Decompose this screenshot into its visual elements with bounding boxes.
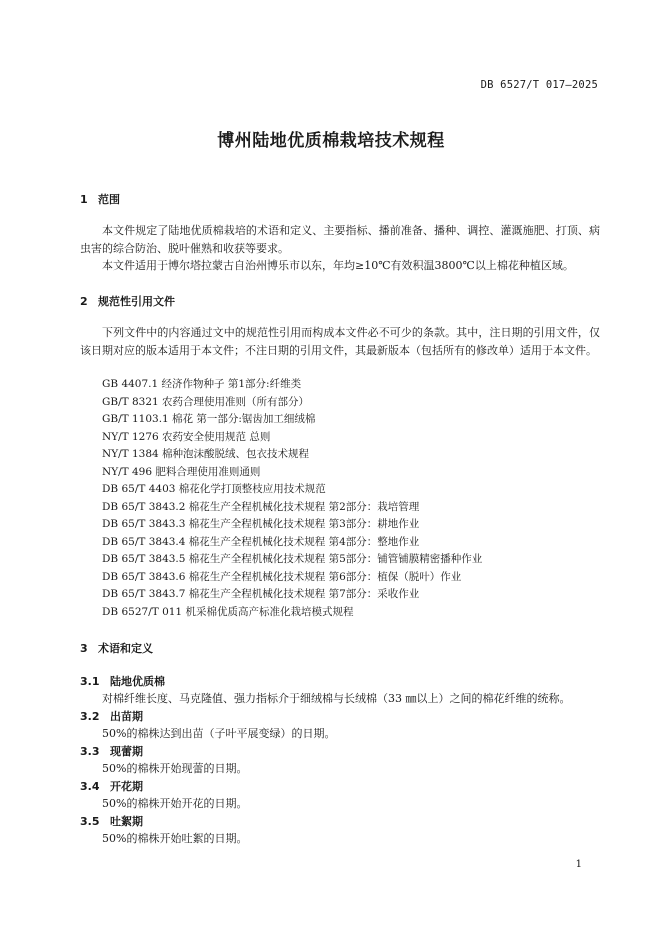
section-2-number: 2: [80, 295, 88, 308]
term-number: 3.1: [80, 675, 100, 688]
reference-item: DB 65/T 3843.7 棉花生产全程机械化技术规程 第7部分：采收作业: [102, 588, 420, 600]
section-1-title: 范围: [98, 193, 120, 206]
section-2-heading: [80, 293, 175, 309]
section-1-paragraph-1: 本文件规定了陆地优质棉栽培的术语和定义、主要指标、播前准备、播种、调控、灌溉施肥、打顶、病虫害的综合防治、脱叶催熟和收获等要求。: [80, 224, 600, 255]
document-title: 博州陆地优质棉栽培技术规程: [217, 131, 445, 151]
reference-list: [102, 376, 482, 621]
reference-item: NY/T 496 肥料合理使用准则通则: [102, 465, 261, 478]
reference-item: NY/T 1276 农药安全使用规范 总则: [102, 430, 271, 443]
reference-item: DB 65/T 3843.4 棉花生产全程机械化技术规程 第4部分：整地作业: [102, 535, 420, 548]
term-number: 3.3: [80, 745, 100, 758]
section-2-intro: 下列文件中的内容通过文中的规范性引用而构成本文件必不可少的条款。其中，注日期的引用文件，仅该日期对应的版本适用于本文件；不注日期的引用文件，其最新版本（包括所有的修改单）适用于本文件。: [80, 326, 600, 357]
reference-item: DB 65/T 4403 棉花化学打顶整枝应用技术规范: [102, 483, 326, 495]
section-3-title: 术语和定义: [98, 642, 153, 655]
term-definition: 50%的棉株开始开花的日期。: [102, 797, 248, 810]
term-heading: [80, 813, 143, 829]
section-3-number: 3: [80, 642, 88, 655]
section-1-paragraph-2: 本文件适用于博尔塔拉蒙古自治州博乐市以东，年均≥10℃有效积温3800℃以上棉花种植区域。: [102, 259, 574, 272]
section-2-title: 规范性引用文件: [98, 295, 175, 308]
section-1-heading: [80, 191, 120, 207]
term-heading: [80, 708, 143, 724]
term-definition: 50%的棉株开始现蕾的日期。: [102, 762, 248, 775]
term-name: 开花期: [110, 780, 143, 793]
section-1-number: 1: [80, 193, 88, 206]
term-definition: 对棉纤维长度、马克隆值、强力指标介于细绒棉与长绒棉（33 ㎜以上）之间的棉花纤维的统称。: [102, 692, 571, 705]
term-number: 3.4: [80, 780, 100, 793]
reference-item: DB 65/T 3843.3 棉花生产全程机械化技术规程 第3部分：耕地作业: [102, 518, 420, 530]
reference-item: GB/T 1103.1 棉花 第一部分:锯齿加工细绒棉: [102, 413, 316, 425]
reference-item: GB 4407.1 经济作物种子 第1部分:纤维类: [102, 378, 302, 390]
term-name: 陆地优质棉: [110, 675, 165, 688]
term-definition: 50%的棉株达到出苗（子叶平展变绿）的日期。: [102, 727, 336, 740]
term-number: 3.5: [80, 815, 100, 828]
reference-item: DB 65/T 3843.6 棉花生产全程机械化技术规程 第6部分：植保（脱叶）作业: [102, 570, 462, 583]
section-2-body: [80, 324, 600, 359]
reference-item: GB/T 8321 农药合理使用准则（所有部分）: [102, 395, 310, 408]
term-heading: [80, 743, 143, 759]
section-1-body: [80, 222, 600, 275]
reference-item: DB 65/T 3843.2 棉花生产全程机械化技术规程 第2部分：栽培管理: [102, 500, 420, 513]
section-3-heading: [80, 640, 153, 656]
reference-item: DB 6527/T 011 机采棉优质高产标准化栽培模式规程: [102, 605, 354, 618]
term-heading: [80, 778, 143, 794]
term-definition: 50%的棉株开始吐絮的日期。: [102, 832, 248, 845]
term-number: 3.2: [80, 710, 100, 723]
document-code: DB 6527/T 017—2025: [480, 79, 598, 91]
reference-item: NY/T 1384 棉种泡沫酸脱绒、包衣技术规程: [102, 448, 310, 460]
term-name: 现蕾期: [110, 745, 143, 758]
term-name: 吐絮期: [110, 815, 143, 828]
page-number: 1: [575, 859, 582, 870]
reference-item: DB 65/T 3843.5 棉花生产全程机械化技术规程 第5部分：铺管铺膜精密播种作业: [102, 553, 483, 565]
term-heading: [80, 673, 165, 689]
term-name: 出苗期: [110, 710, 143, 723]
